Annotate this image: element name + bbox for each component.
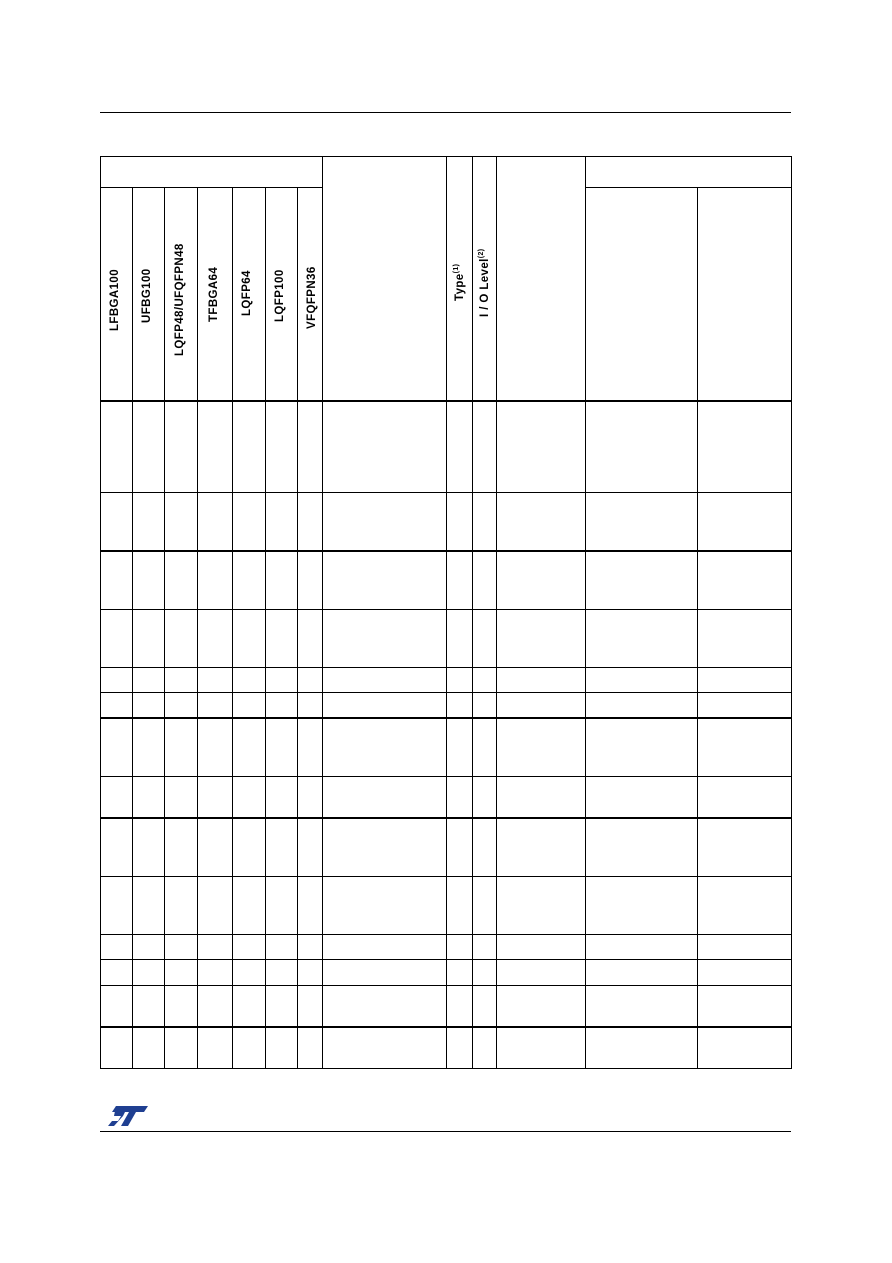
row-divider xyxy=(100,876,792,877)
column-divider xyxy=(132,187,133,1068)
row-divider xyxy=(100,985,792,986)
column-divider xyxy=(232,187,233,1068)
row-divider xyxy=(100,934,792,935)
col-header-ufbga100 xyxy=(140,268,154,323)
row-divider xyxy=(100,1026,792,1028)
st-logo xyxy=(106,1104,150,1128)
col-header-lqfp64 xyxy=(240,270,254,316)
footnote-ref: (1) xyxy=(453,263,461,274)
function-group-rule xyxy=(585,187,791,188)
table-right-border xyxy=(791,156,792,1069)
col-header-lqfp100 xyxy=(273,269,287,322)
column-divider xyxy=(322,156,323,1068)
row-divider xyxy=(100,667,792,668)
col-header-lqfp48 xyxy=(173,243,187,356)
col-header-text: UFBG100 xyxy=(141,268,153,323)
row-divider xyxy=(100,817,792,819)
col-header-type xyxy=(453,264,467,301)
column-divider xyxy=(164,187,165,1068)
col-header-lfbga100 xyxy=(108,269,122,331)
column-divider xyxy=(446,156,447,1068)
row-divider xyxy=(100,550,792,552)
column-divider xyxy=(472,156,473,1068)
row-divider xyxy=(100,959,792,960)
package-group-rule xyxy=(100,187,322,188)
row-divider xyxy=(100,776,792,777)
col-header-vfqfpn36 xyxy=(305,266,319,329)
row-divider xyxy=(100,692,792,693)
col-header-text: LQFP48/UFQFPN48 xyxy=(174,243,186,356)
col-header-io-level xyxy=(478,249,492,318)
col-header-text: VFQFPN36 xyxy=(306,266,318,329)
col-header-tfbga64 xyxy=(207,267,221,322)
col-header-text: TFBGA64 xyxy=(208,266,220,322)
row-divider xyxy=(100,492,792,493)
table-bottom-border xyxy=(100,1068,792,1069)
column-divider xyxy=(697,187,698,1068)
footnote-ref: (2) xyxy=(478,248,486,259)
col-header-text: LFBGA100 xyxy=(109,269,121,331)
col-header-text: LQFP100 xyxy=(274,269,286,322)
col-header-text: Type xyxy=(454,273,466,301)
footer-rule xyxy=(100,1131,791,1132)
row-divider xyxy=(100,609,792,610)
column-divider xyxy=(297,187,298,1068)
table-left-border xyxy=(100,156,101,1069)
header-rule xyxy=(100,112,791,113)
col-header-text: I / O Level xyxy=(479,258,491,317)
row-divider xyxy=(100,717,792,719)
column-divider xyxy=(265,187,266,1068)
column-divider xyxy=(197,187,198,1068)
col-header-text: LQFP64 xyxy=(241,270,253,316)
column-divider xyxy=(496,156,497,1068)
row-divider xyxy=(100,400,792,402)
column-divider xyxy=(585,156,586,1068)
